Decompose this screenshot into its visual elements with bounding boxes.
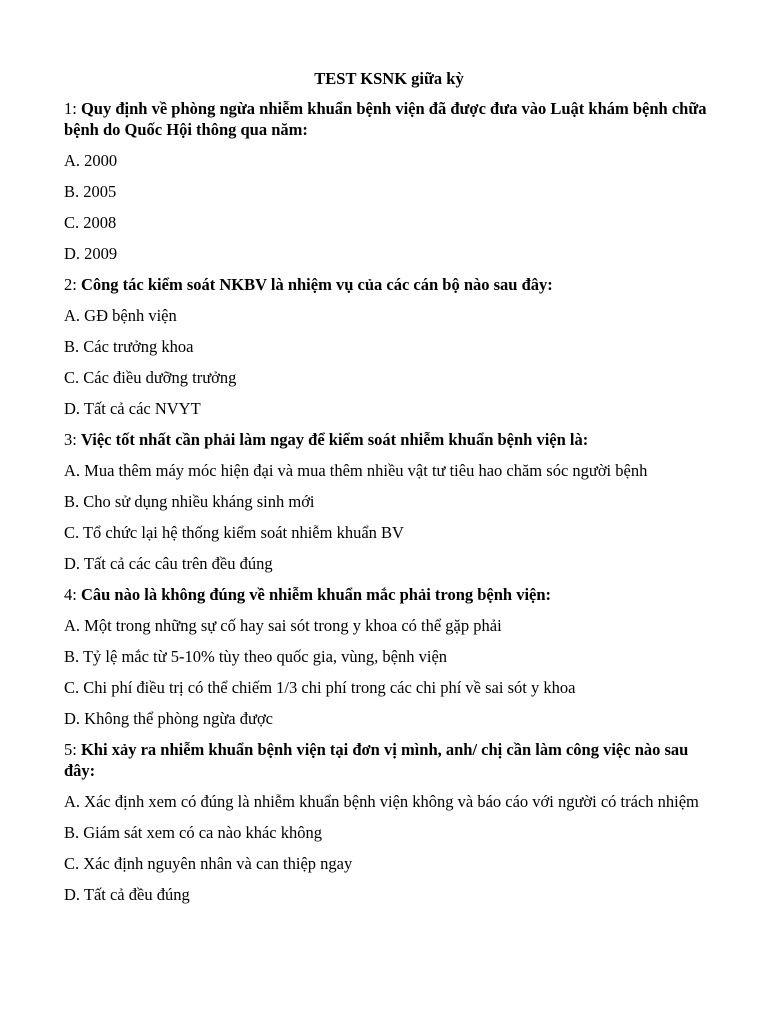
- answer-option: B. Giám sát xem có ca nào khác không: [64, 823, 322, 842]
- question-text: Quy định về phòng ngừa nhiễm khuẩn bệnh viện đã được đưa vào Luật khám bệnh chữa bệnh do Quốc Hội thông qua năm:: [64, 99, 707, 139]
- answer-option: C. Xác định nguyên nhân và can thiệp ngay: [64, 854, 353, 873]
- question-stem: [64, 98, 714, 140]
- question-5: [64, 739, 714, 905]
- answer-option: B. 2005: [64, 182, 117, 201]
- document-page: [64, 68, 714, 915]
- answer-option: D. Tất cả đều đúng: [64, 885, 190, 904]
- answer-option: C. Chi phí điều trị có thể chiếm 1/3 chi phí trong các chi phí về sai sót y khoa: [64, 678, 576, 697]
- question-text: Câu nào là không đúng về nhiễm khuẩn mắc phải trong bệnh viện:: [80, 585, 552, 604]
- question-number: 1:: [64, 99, 77, 118]
- answer-option: B. Các trưởng khoa: [64, 337, 194, 356]
- question-number: 2:: [64, 275, 77, 294]
- question-3: [64, 429, 714, 574]
- answer-option: C. Tổ chức lại hệ thống kiểm soát nhiễm khuẩn BV: [64, 523, 404, 542]
- answer-option: A. Mua thêm máy móc hiện đại và mua thêm nhiều vật tư tiêu hao chăm sóc người bệnh: [64, 461, 648, 480]
- question-2: [64, 274, 714, 419]
- question-number: 5:: [64, 740, 77, 759]
- answer-option: A. Một trong những sự cố hay sai sót trong y khoa có thể gặp phải: [64, 616, 502, 635]
- question-4: [64, 584, 714, 729]
- question-1: [64, 98, 714, 264]
- question-stem: [64, 584, 714, 605]
- answer-option: B. Cho sử dụng nhiều kháng sinh mới: [64, 492, 315, 511]
- question-stem: [64, 739, 714, 781]
- answer-option: D. Tất cả các câu trên đều đúng: [64, 554, 273, 573]
- question-text: Khi xảy ra nhiễm khuẩn bệnh viện tại đơn vị mình, anh/ chị cần làm công việc nào sau đây:: [64, 740, 689, 780]
- answer-option: A. GĐ bệnh viện: [64, 306, 177, 325]
- question-text: Việc tốt nhất cần phải làm ngay để kiểm soát nhiễm khuẩn bệnh viện là:: [80, 430, 589, 449]
- document-title: TEST KSNK giữa kỳ: [314, 69, 464, 88]
- answer-option: D. Tất cả các NVYT: [64, 399, 201, 418]
- answer-option: C. 2008: [64, 213, 117, 232]
- answer-option: D. Không thể phòng ngừa được: [64, 709, 273, 728]
- question-stem: [64, 429, 714, 450]
- answer-option: C. Các điều dưỡng trưởng: [64, 368, 237, 387]
- question-stem: [64, 274, 714, 295]
- answer-option: D. 2009: [64, 244, 118, 263]
- question-number: 4:: [64, 585, 77, 604]
- question-text: Công tác kiểm soát NKBV là nhiệm vụ của các cán bộ nào sau đây:: [80, 275, 553, 294]
- answer-option: B. Tỷ lệ mắc từ 5-10% tùy theo quốc gia, vùng, bệnh viện: [64, 647, 448, 666]
- question-number: 3:: [64, 430, 77, 449]
- answer-option: A. Xác định xem có đúng là nhiễm khuẩn bệnh viện không và báo cáo với người có trách nhiệm: [64, 792, 699, 811]
- answer-option: A. 2000: [64, 151, 118, 170]
